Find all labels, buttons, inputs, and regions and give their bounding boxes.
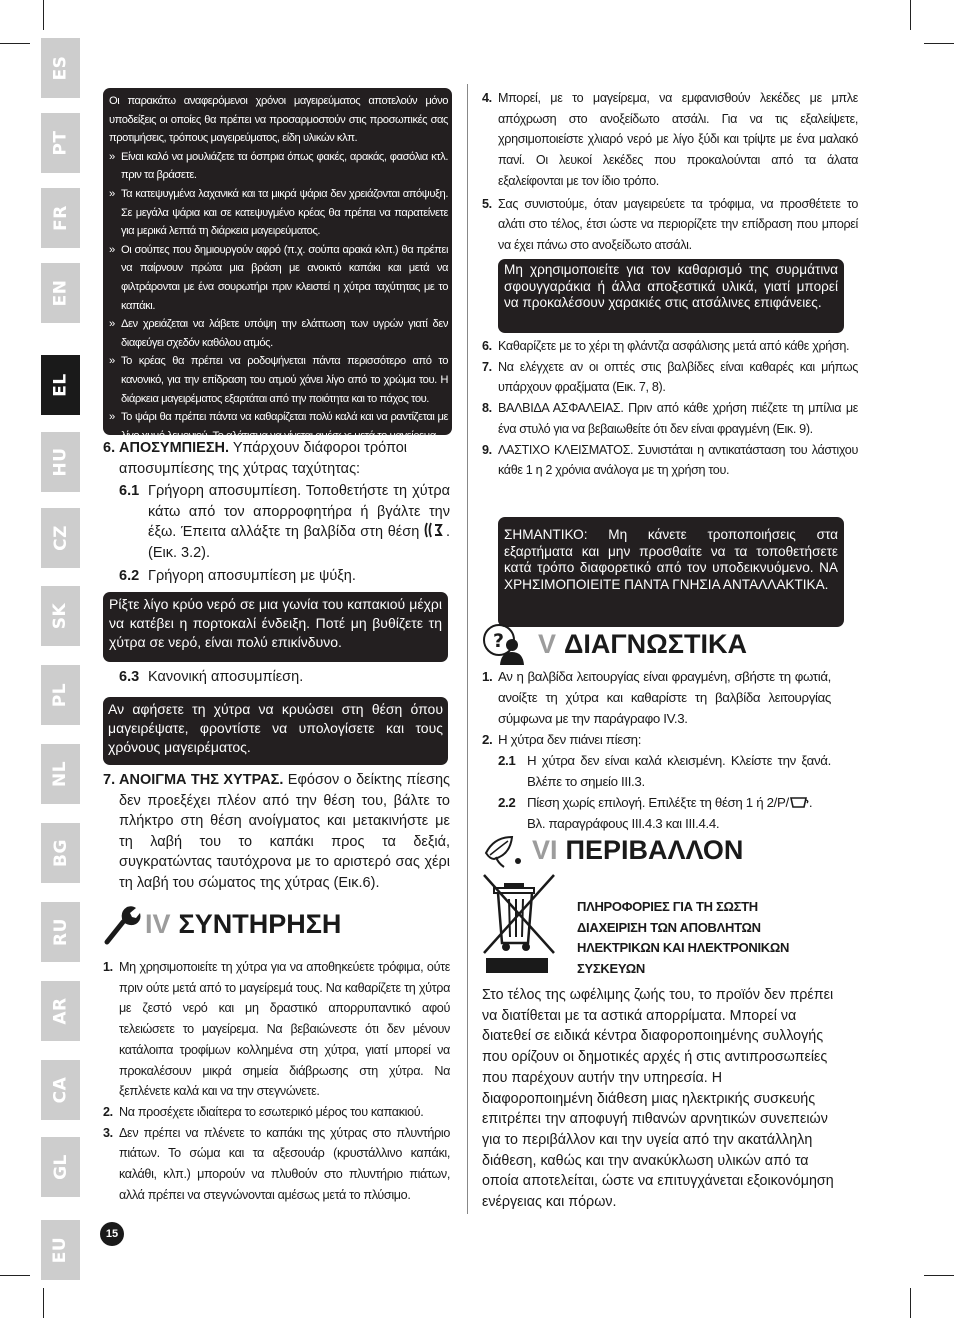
question-person-icon — [480, 623, 528, 665]
pressure-option-icon — [789, 796, 809, 808]
section-decompression — [103, 438, 450, 587]
decompression-title: ΑΠΟΣΥΜΠΙΕΣΗ. — [119, 440, 230, 456]
lang-tab-bg[interactable]: BG — [41, 823, 80, 883]
lang-tab-ru[interactable]: RU — [41, 902, 80, 962]
list-item: 5. Σας συνιστούμε, όταν μαγειρεύετε τα τρόφιμα, να προσθέτετε το αλάτι στο τέλος, έτσι ώστε να περιορίζετε την επίδραση που μπορεί να έχει πάνω στο ανοξείδωτο ατσάλι. — [482, 196, 858, 252]
crop-mark — [43, 1288, 44, 1318]
crop-mark — [43, 0, 44, 30]
decompression-sub-3: 6.3 Κανονική αποσυμπίεση. — [119, 669, 304, 685]
crop-mark — [924, 43, 954, 44]
lang-tab-pt[interactable]: PT — [41, 113, 80, 173]
diagnostics-heading: ? V ΔΙΑΓΝΩΣΤΙΚΑ — [480, 623, 747, 665]
list-item: 2.2 Πίεση χωρίς επιλογή. Επιλέξτε τη θέση 1 ή 2/P/ . Βλ. παραγράφους III.4.3 και III.4.4. — [498, 795, 813, 831]
lang-tab-en[interactable]: EN — [41, 263, 80, 323]
crop-mark — [910, 1288, 911, 1318]
list-item: 3. Δεν πρέπει να πλένετε το καπάκι της χύτρας στο πλυντήριο πιάτων. Το σώμα και τα αξεσουάρ (κρυστάλλινο καπάκι, καλάθι, κλπ.) μπορούν να πλυθούν στο πλυντήριο πιάτων, αλλά πρέπει να στεγνώνονται αμέσως μετά το πλύσιμο. — [103, 1125, 450, 1202]
lang-tab-gl[interactable]: GL — [41, 1137, 80, 1197]
environment-paragraph: Στο τέλος της ωφέλιμης ζωής του, το προϊόν δεν πρέπει να διατίθεται με τα αστικά απορρίματα. Μπορεί να διατεθεί σε ειδικά κέντρα διαφοροποιημένης συλλογής που ορίζουν οι δημοτικές αρχές ή στις αντιπροσωπείες που παρέχουν αυτήν την υπηρεσία. Η διαφοροποιημένη διάθεση μιας ηλεκτρικής συσκευής επιτρέπει την αποφυγή πιθανών αρνητικών συνεπειών για το περιβάλλον και την υγεία από την ακατάλληλη διάθεση, καθώς και την ανακύκλωση υλικών από τα οποία αποτελείται, ώστε να επιτυγχάνεται εξοικονόμηση ενέργειας και πόρων. — [482, 987, 834, 1211]
maintenance-list-left — [103, 957, 450, 1205]
crop-mark — [0, 43, 30, 44]
diagnostics-list — [482, 666, 831, 834]
crop-mark — [0, 1275, 30, 1276]
maintenance-list-right-a — [482, 88, 858, 256]
list-item: 2. Να προσέχετε ιδιαίτερα το εσωτερικό μέρος του καπακιού. — [103, 1104, 424, 1119]
lang-tab-pl[interactable]: PL — [41, 665, 80, 725]
list-item: 2. Η χύτρα δεν πιάνει πίεση: — [482, 732, 642, 747]
list-item: 6. Καθαρίζετε με το χέρι τη φλάντζα ασφάλισης μετά από κάθε χρήση. — [482, 339, 850, 353]
lang-tab-fr[interactable]: FR — [41, 188, 80, 248]
lang-tab-ca[interactable]: CA — [41, 1060, 80, 1120]
list-item: 9. ΛΑΣΤΙΧΟ ΚΛΕΙΣΜΑΤΟΣ. Συνιστάται η αντικατάσταση του λάστιχου κάθε 1 η 2 χρόνια ανάλογα με τη χρήση του. — [482, 442, 858, 478]
section-opening: 7. ΑΝΟΙΓΜΑ ΤΗΣ ΧΥΤΡΑΣ. Εφόσον ο δείκτης πίεσης δεν προεξέχει πλέον από την θέση του, βάλτε το πλήκτρο στη θέση ανοίγματος και μετακινήστε με τη λαβή του το καπάκι προς τα δεξιά, συγκρατώντας ταυτόχρονα με το αριστερό σας χέρι τη λαβή του σώματος της χύτρας (Εικ.6). — [103, 772, 451, 891]
list-item: 8. ΒΑΛΒΙΔΑ ΑΣΦΑΛΕΙΑΣ. Πριν από κάθε χρήση πιέζετε τη μπίλια με ένα στυλό για να βεβαιωθείτε ότι δεν είναι φραγμένη (Εικ. 9). — [482, 401, 858, 436]
list-item: » Είναι καλό να μουλιάζετε τα όσπρια όπως φακές, αρακάς, φασόλια κτλ. πριν τα βράσετε. — [109, 150, 448, 182]
lang-tab-nl[interactable]: NL — [41, 744, 80, 804]
lang-tab-sk[interactable]: SK — [41, 586, 80, 646]
list-item: » Δεν χρειάζεται να λάβετε υπόψη την ελάττωση των υγρών γιατί δεν διαφεύγει σχεδόν καθόλου ατμός. — [109, 318, 448, 349]
wrench-icon — [101, 902, 141, 946]
decompression-item: 6. ΑΠΟΣΥΜΠΙΕΣΗ. Υπάρχουν διάφοροι τρόποι αποσυμπίεσης της χύτρας ταχύτητας: — [103, 440, 408, 477]
list-item: 1. Μη χρησιμοποιείτε τη χύτρα για να αποθηκεύετε τρόφιμα, ούτε πριν ούτε μετά από το μαγείρεμά τους. Να καθαρίζετε τη χύτρα με ζεστό νερό και μη δραστικό απορρυπαντικό αφού τελειώσετε το μαγείρεμα. Να βεβαιώνεστε ότι δεν μένουν κατάλοιπα τροφίμων κολλημένα στη χύτρα, γιατί μπορεί να προκαλέσουν μικρά σημεία διάβρωσης στη χύτρα. Να ξεπλένετε καλά και να την στεγνώνετε. — [103, 960, 450, 1099]
list-item: 4. Μπορεί, με το μαγείρεμα, να εμφανισθούν λεκέδες με μπλε απόχρωση στο ανοξείδωτο ατσάλι. Για να τις εξαλείψετε, χρησιμοποιείστε χλιαρό νερό με λίγο ξύδι και τρίψτε με ένα μαλακό πανί. Οι λευκοί λεκέδες που προκαλούνται από τα άλατα εξαλείφονται με τον ίδιο τρόπο. — [482, 91, 858, 188]
leaf-icon — [482, 831, 526, 869]
decompression-sub-2: 6.2 Γρήγορη αποσυμπίεση με ψύξη. — [119, 568, 356, 584]
lang-tab-es[interactable]: ES — [41, 38, 80, 98]
environment-heading: VI ΠΕΡΙΒΑΛΛΟΝ — [482, 831, 743, 869]
column-divider — [467, 84, 468, 1214]
weee-heading: ΠΛΗΡΟΦΟΡΙΕΣ ΓΙΑ ΤΗ ΣΩΣΤΗ ΔΙΑΧΕΙΡΙΣΗ ΤΩΝ ΑΠΟΒΛΗΤΩΝ ΗΛΕΚΤΡΙΚΩΝ ΚΑΙ ΗΛΕΚΤΡΟΝΙΚΩΝ ΣΥΣΚΕΥΩΝ — [577, 899, 790, 977]
lang-tab-hu[interactable]: HU — [41, 432, 80, 492]
list-item: » Το κρέας θα πρέπει να ροδοψήνεται πάντα περισσότερο από το κανονικό, για την επίδραση του ατμού χάνει λίγο από το χρώμα του. Η διάρκεια μαγειρέματος εξαρτάται από την ποιότητα και το πάχος του. — [109, 355, 448, 405]
opening-title: ΑΝΟΙΓΜΑ ΤΗΣ ΧΥΤΡΑΣ. — [119, 772, 284, 788]
maintenance-list-right-b — [482, 336, 858, 481]
important-box: ΣΗΜΑΝΤΙΚΟ: Μη κάνετε τροποποιήσεις στα εξαρτήματα και μην προσθαίτε να τα τοποθετήσετε κατά τρόπο διαφορετικό από τον υποδεικνυόμενο. ΝΑ ΧΡΗΣΙΜΟΠΟΙΕΙΤΕ ΠΑΝΤΑ ΓΝΗΣΙΑ ΑΝΤΑΛΛΑΚΤΙΚΑ. — [498, 517, 844, 627]
list-item: » Οι σούπες που δημιουργούν αφρό (π.χ. σούπα αρακά κλπ.) θα πρέπει να παίρνουν πρώτα μια βράση με ανοικτό καπάκι και μετά να φιλτράρονται με ένα σουρωτήρι πριν κλειστεί η χύτρα ταχύτητας με το καπάκι. — [109, 243, 448, 312]
list-item: 1. Αν η βαλβίδα λειτουργίας είναι φραγμένη, σβήστε τη φωτιά, ανοίξτε τη χύτρα και καθαρίστε τη βαλβίδα λειτουργίας σύμφωνα με την παράγραφο IV.3. — [482, 669, 831, 726]
cooking-tips-box — [103, 88, 452, 442]
lang-tab-eu[interactable]: EU — [41, 1220, 80, 1280]
lang-tab-el[interactable]: EL — [41, 355, 80, 415]
diagnostics-title: ΔΙΑΓΝΩΣΤΙΚΑ — [564, 628, 747, 659]
list-item: » Τα κατεψυγμένα λαχανικά και τα μικρά ψάρια δεν χρειάζονται απόψυξη. Σε μεγάλα ψάρια και σε κατεψυγμένο κρέας θα πρέπει να παρατείνετε για μερικά λεπτά τη διάρκεια μαγειρεύματος. — [109, 187, 448, 238]
maintenance-heading: IV ΣΥΝΤΗΡΗΣΗ — [101, 902, 341, 946]
list-item: 2.1 Η χύτρα δεν είναι καλά κλεισμένη. Κλείστε την ξανά. Βλέπε το σημείο III.3. — [498, 753, 831, 789]
lang-tab-cz[interactable]: CZ — [41, 508, 80, 568]
cold-water-box: Ρίξτε λίγο κρύο νερό σε μια γωνία του καπακιού μέχρι να κατέβει η πορτοκαλί ένδειξη. Ποτέ μη βυθίζετε τη χύτρα σε νερό, είναι πολύ επικίνδυνο. — [103, 592, 448, 662]
list-item: 7. Να ελέγχετε αν οι οπτές στις βαλβίδες είναι καθαρές και μήπως υπάρχουν φραξίματα (Εικ. 7, 8). — [482, 359, 858, 395]
crossed-bin-icon — [478, 871, 562, 975]
crop-mark — [924, 1275, 954, 1276]
no-scourer-box: Μη χρησιμοποιείτε για τον καθαρισμό της συρμάτινα σφουγγαράκια ή άλλα αποξεστικά υλικά, γιατί μπορεί να προκαλέσουν χαρακιές στις ατσάλινες επιφάνειες. — [498, 259, 844, 333]
decompression-sub-1: 6.1 Γρήγορη αποσυμπίεση. Τοποθετήστε τη χύτρα κάτω από τον απορροφητήρα ή βγάλτε την έξω. Έπειτα αλλάξτε τη βαλβίδα στη θέση . (Εικ. 3.2). — [119, 483, 450, 561]
svg-text:?: ? — [493, 630, 505, 652]
page-number: 15 — [100, 1222, 124, 1246]
natural-cooling-box: Αν αφήσετε τη χύτρα να κρυώσει στη θέση όπου μαγειρέψατε, φροντίστε να υπολογίσετε και τους χρόνους μαγειρέματος. — [103, 697, 448, 765]
crop-mark — [910, 0, 911, 30]
lang-tab-ar[interactable]: AR — [41, 981, 80, 1041]
cooking-tips-intro: Οι παρακάτω αναφερόμενοι χρόνοι μαγειρεύματος αποτελούν μόνο υποδείξεις οι οποίες θα πρέπει να προσαρμοστούν στις προσωπικές σας προτιμήσεις, τρόπους μαγειρεύματος, είδη υλικών κλπ. — [109, 95, 448, 145]
maintenance-title: ΣΥΝΤΗΡΗΣΗ — [178, 908, 342, 939]
list-item: » Το ψάρι θα πρέπει πάντα να καθαρίζεται πολύ καλά και να ραντίζεται με λίγο χυμό λεμονιού. Το αλάτισμα να γίνεται αμέσως μετά το μαγείρεμα. — [109, 411, 448, 442]
environment-title: ΠΕΡΙΒΑΛΛΟΝ — [565, 834, 744, 865]
valve-release-icon — [424, 522, 446, 538]
